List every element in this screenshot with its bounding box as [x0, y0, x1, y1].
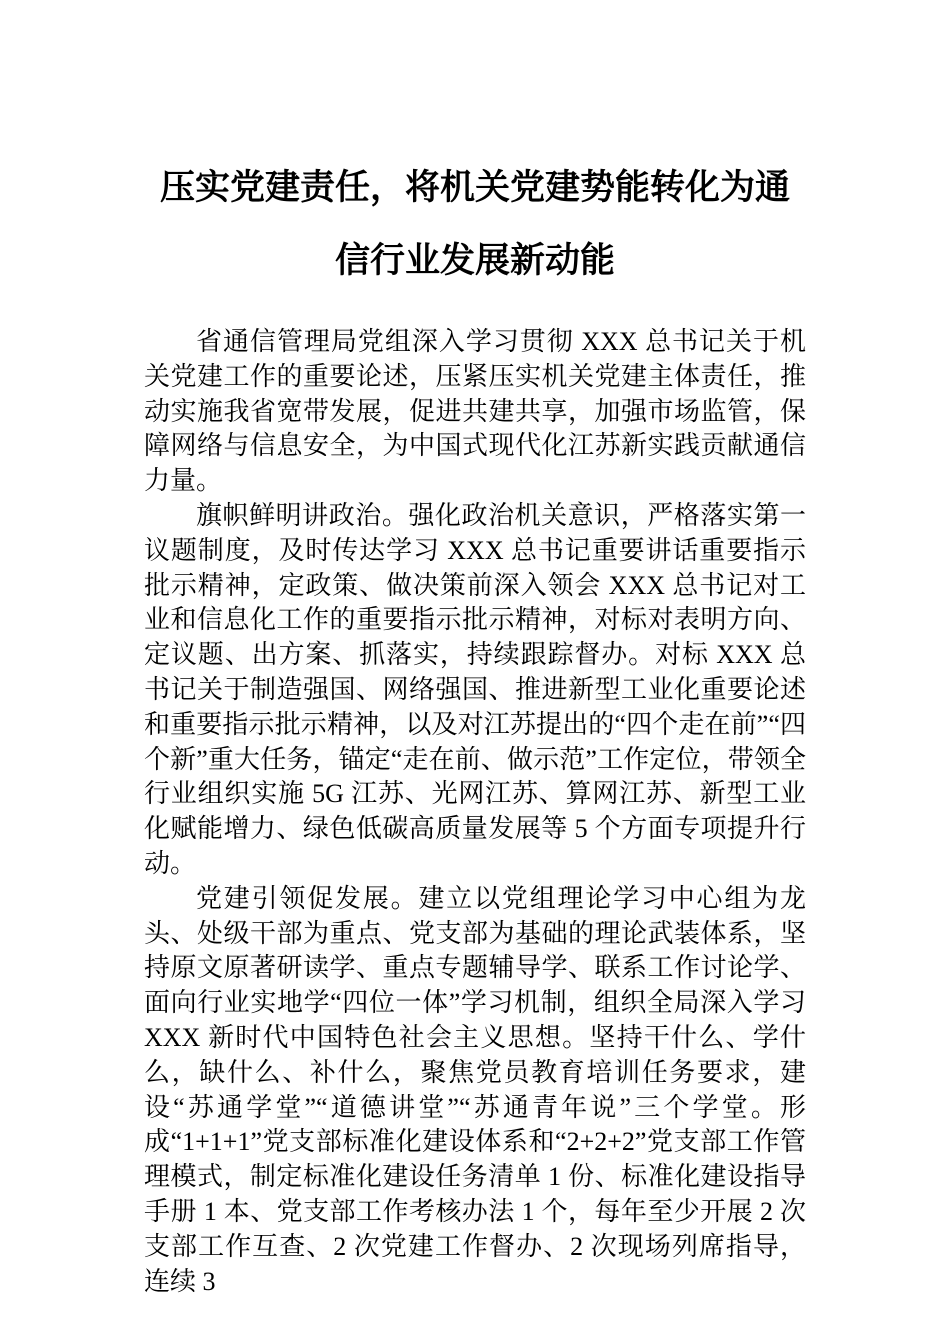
- document-title-line-2: 信行业发展新动能: [334, 241, 615, 280]
- paragraph-party-building: 党建引领促发展。建立以党组理论学习中心组为龙头、处级干部为重点、党支部为基础的理论武装体系，坚持原文原著研读学、重点专题辅导学、联系工作讨论学、面向行业实地学“四位一体”学习机制，组织全局深入学习 XXX 新时代中国特色社会主义思想。坚持干什么、学什么，缺什么、补什么，聚焦党员教育培训任务要求，建设“苏通学堂”“道德讲堂”“苏通青年说”三个学堂。形成“1+1+1”党支部标准化建设体系和“2+2+2”党支部工作管理模式，制定标准化建设任务清单 1 份、标准化建设指导手册 1 本、党支部工作考核办法 1 个，每年至少开展 2 次支部工作互查、2 次党建工作督办、2 次现场列席指导，连续 3: [144, 883, 806, 1296]
- document-body: [144, 325, 806, 1299]
- document-title-line-1: 压实党建责任，将机关党建势能转化为通: [159, 168, 790, 207]
- paragraph-politics: 旗帜鲜明讲政治。强化政治机关意识，严格落实第一议题制度，及时传达学习 XXX 总书记重要讲话重要指示批示精神，定政策、做决策前深入领会 XXX 总书记对工业和信息化工作的重要指示批示精神，对标对表明方向、定议题、出方案、抓落实，持续跟踪督办。对标 XXX 总书记关于制造强国、网络强国、推进新型工业化重要论述和重要指示批示精神，以及对江苏提出的“四个走在前”“四个新”重大任务，锚定“走在前、做示范”工作定位，带领全行业组织实施 5G 江苏、光网江苏、算网江苏、新型工业化赋能增力、绿色低碳高质量发展等 5 个方面专项提升行动。: [144, 500, 806, 878]
- document-title: [144, 151, 806, 297]
- paragraph-intro: 省通信管理局党组深入学习贯彻 XXX 总书记关于机关党建工作的重要论述，压紧压实机关党建主体责任，推动实施我省宽带发展，促进共建共享，加强市场监管，保障网络与信息安全，为中国式现代化江苏新实践贡献通信力量。: [144, 327, 806, 496]
